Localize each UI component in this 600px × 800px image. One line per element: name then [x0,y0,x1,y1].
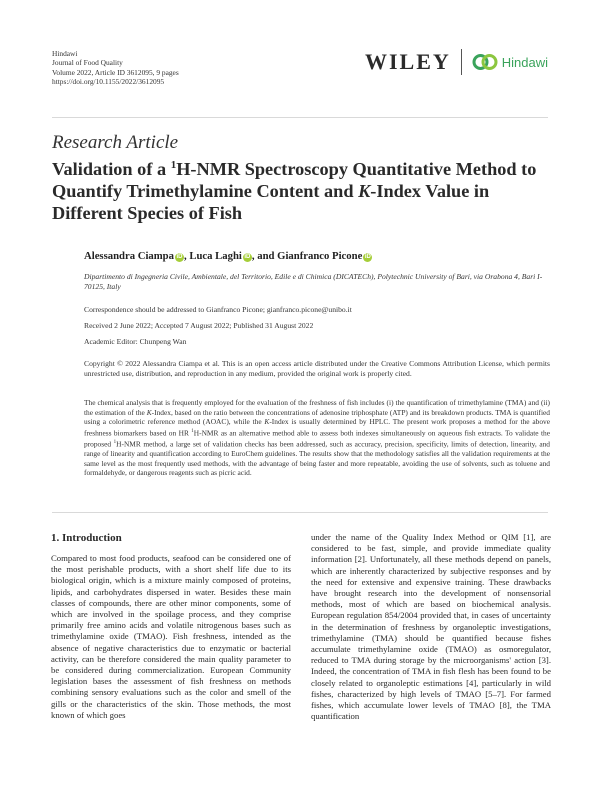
volume-info: Volume 2022, Article ID 3612095, 9 pages [52,67,179,77]
orcid-icon[interactable]: iD [364,254,371,260]
journal-name: Journal of Food Quality [52,58,123,68]
paragraph: Compared to most food products, seafood can be considered one of the most perishable products, with a short shelf life due to its biological origin, which is a mixture mainly composed of proteins, lipids, and carbohydrates dispersed in water. Besides these main classes of compounds, there are other minor components, some of which are involved in the spoilage process, and they comprise primarily free amino acids and volatile nitrogenous bases such as trimethylamine oxide (TMAO). Fish freshness, intended as the absence of negative characteristics due to enzymatic or bacterial activity, can be therefore considered the main quality parameter to be considered during commercialization. European Community legislation bases the assessment of fish freshness on methods combining sensory evaluations such as the color and smell of the gills or the characteristics of the skin. Those methods, the most known of which goes [51,553,291,720]
copyright-notice: Copyright © 2022 Alessandra Ciampa et al. This is an open access article distributed under the Creative Commons Attribution License, which permits unrestricted use, distribution, and reproduction in any medium, provided the original work is properly cited. [84,359,550,378]
section-heading: 1. Introduction [51,532,122,544]
publication-dates: Received 2 June 2022; Accepted 7 August 2022; Published 31 August 2022 [84,321,314,330]
wiley-logo: WILEY [364,49,451,74]
journal-info [52,49,179,87]
publisher-name: Hindawi [52,49,78,58]
hindawi-logo-icon [472,53,498,71]
publisher-logos [365,48,548,76]
doi-link[interactable]: https://doi.org/10.1155/2022/3612095 [52,77,165,87]
article-title: Validation of a $^1$H-NMR Spectroscopy Quantitative Method to Quantify Trimethylamine Content and K-Index Value in Different Species of Fish [52,159,537,224]
author-name[interactable]: Gianfranco Picone [277,250,363,262]
author-list: Alessandra Ciampa iD , Luca Laghi iD , and Gianfranco Picone iD [84,250,371,262]
author-name[interactable]: Alessandra Ciampa [84,250,174,262]
author-name[interactable]: Luca Laghi [189,250,242,262]
hindawi-logo-text: Hindawi [501,54,548,70]
divider [52,117,548,118]
article-type: Research Article [52,132,179,153]
academic-editor: Academic Editor: Chunpeng Wan [84,337,187,346]
correspondence: Correspondence should be addressed to Gianfranco Picone; gianfranco.picone@unibo.it [84,305,352,314]
logo-divider [461,49,462,75]
abstract: The chemical analysis that is frequently employed for the evaluation of the freshness of fish includes (i) the quantification of trimethylamine (TMA) and (ii) the estimation of the K-Index, based on the ratio between the concentrations of adenosine triphosphate (ATP) and its breakdown products. TMA is quantified using a colorimetric reference method (AOAC), while the K-Index is usually determined by HPLC. The present work proposes a method for the above freshness biomarkers based on HR $^1$H-NMR as an alternative method able to assess both indexes simultaneously on aqueous fish extracts. To validate the proposed $^1$H-NMR method, a large set of validation checks has been addressed, such as accuracy, precision, specificity, limits of detection, linearity, and range of linearity and quantification according to EuroChem guidelines. The results show that the methodology satisfies all the validation requirements at the same level as the most frequently used methods, with the advantage of being faster and more repeatable, avoiding the use of solvents, such as toluene and formaldehyde, or dangerous reagents such as picric acid. [84,398,550,478]
orcid-icon[interactable]: iD [244,254,251,260]
divider [52,512,548,513]
orcid-icon[interactable]: iD [176,254,183,260]
body-column-left [51,532,291,721]
paragraph: under the name of the Quality Index Method or QIM [1], are considered to be fast, simple, and provide immediate quality information [2]. Unfortunately, all these methods depend on panels, which are inherently characterized by subjective responses and by the need for extensive and expensive training. These drawbacks have brought research into the development of nonsensorial methods, most of which are based on biochemical analysis. European regulation 854/2004 provided that, in cases of uncertainty in the determination of freshness by organoleptic investigations, trimethylamine (TMA) should be quantified because fishes accumulate trimethylamine oxide (TMAO) as osmoregulator, reduced to TMA during storage by the microorganisms' action [3]. Indeed, the concentration of TMA in fish flesh has been found to be closely related to organoleptic estimations [4], particularly in wild fishes, characterized by high levels of TMAO [5–7]. For farmed fishes, which accumulate lower levels of TMAO [8], the TMA quantification [311,532,551,722]
affiliation: Dipartimento di Ingegneria Civile, Ambientale, del Territorio, Edile e di Chimica (DICATECh), Polytechnic University of Bari, via Orabona 4, Bari I-70125, Italy [84,272,543,291]
body-column-right [311,532,551,722]
